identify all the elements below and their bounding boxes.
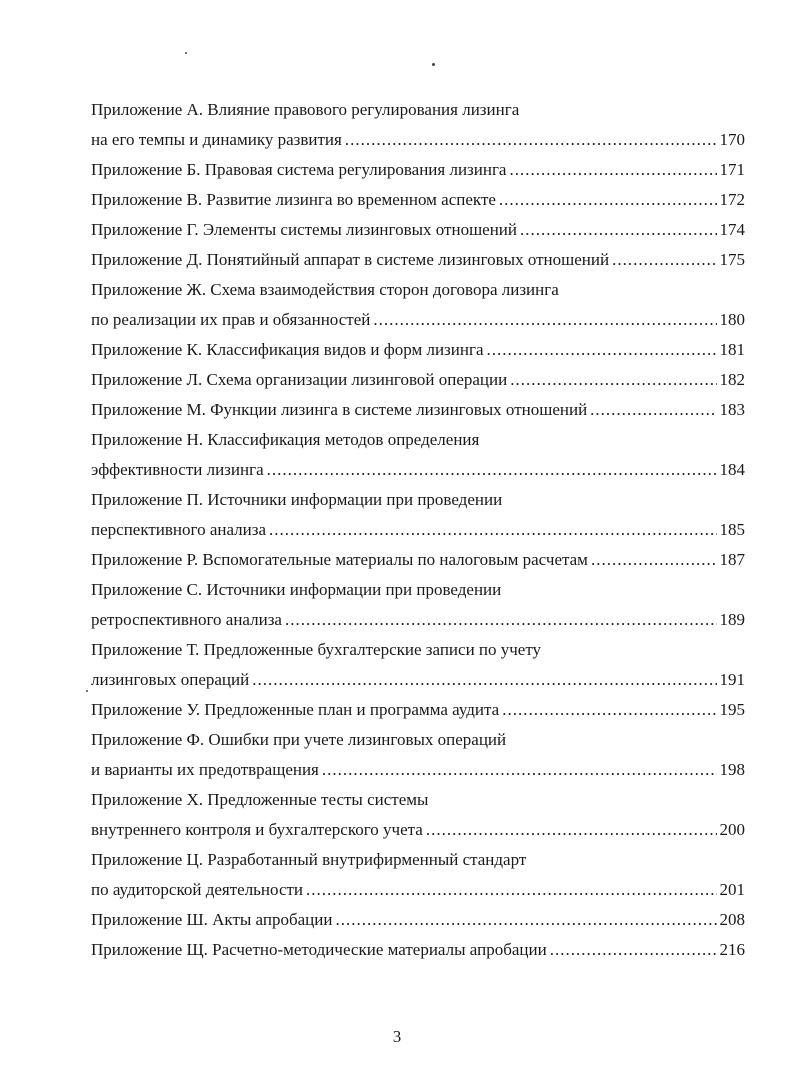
dot-leader — [612, 245, 716, 275]
toc-entry-text: Приложение С. Источники информации при проведении — [91, 580, 502, 599]
toc-entry-line — [91, 95, 745, 125]
dot-leader — [306, 875, 716, 905]
toc-entry-text: перспективного анализа — [91, 520, 266, 539]
toc-entry-line — [91, 215, 745, 245]
toc-entry-line — [91, 155, 745, 185]
toc-entry-line — [91, 665, 745, 695]
toc-entry-line — [91, 605, 745, 635]
toc-entry-page: 183 — [719, 400, 745, 419]
toc-entry-line — [91, 245, 745, 275]
toc-entry-page: 195 — [719, 700, 745, 719]
toc-entry-page: 181 — [719, 340, 745, 359]
toc-entry-page: 185 — [719, 520, 745, 539]
toc-entry-line — [91, 725, 745, 755]
toc-entry-page: 174 — [719, 220, 745, 239]
toc-entry-text: на его темпы и динамику развития — [91, 130, 342, 149]
toc-entry-text: лизинговых операций — [91, 670, 250, 689]
toc-entry-text: внутреннего контроля и бухгалтерского учета — [91, 820, 423, 839]
dot-leader — [502, 695, 716, 725]
toc-entry-line — [91, 545, 745, 575]
page-number: 3 — [392, 1027, 402, 1046]
dot-leader — [426, 815, 717, 845]
dot-leader — [322, 755, 717, 785]
toc-entry-line — [91, 905, 745, 935]
scan-speck — [432, 63, 435, 66]
toc-entry-page: 191 — [719, 670, 745, 689]
dot-leader — [285, 605, 717, 635]
toc-entry-text: Приложение У. Предложенные план и программа аудита — [91, 700, 500, 719]
toc-entry-text: Приложение Щ. Расчетно-методические материалы апробации — [91, 940, 547, 959]
toc-entry-page: 180 — [719, 310, 745, 329]
dot-leader — [550, 935, 717, 965]
toc-entry-text: эффективности лизинга — [91, 460, 264, 479]
dot-leader — [373, 305, 716, 335]
toc-entry-line — [91, 515, 745, 545]
toc-entry-line — [91, 395, 745, 425]
dot-leader — [335, 905, 716, 935]
toc-entry-text: Приложение Г. Элементы системы лизинговых отношений — [91, 220, 517, 239]
toc-entry-line — [91, 425, 745, 455]
toc-entry-page: 189 — [719, 610, 745, 629]
toc-entry-line — [91, 845, 745, 875]
toc-entry-line — [91, 335, 745, 365]
toc-entry-text: по реализации их прав и обязанностей — [91, 310, 371, 329]
toc-entry-line — [91, 575, 745, 605]
dot-leader — [520, 215, 717, 245]
toc-entry-text: Приложение А. Влияние правового регулирования лизинга — [91, 100, 520, 119]
toc-entry-page: 208 — [719, 910, 745, 929]
toc-entry-line — [91, 365, 745, 395]
dot-leader — [499, 185, 717, 215]
toc-entry-text: Приложение Р. Вспомогательные материалы по налоговым расчетам — [91, 550, 588, 569]
toc-entry-line — [91, 455, 745, 485]
toc-entry-page: 171 — [719, 160, 745, 179]
toc-entry-line — [91, 695, 745, 725]
toc-entry-page: 184 — [719, 460, 745, 479]
dot-leader — [509, 155, 716, 185]
toc-entry-line — [91, 875, 745, 905]
toc-entry-text: ретроспективного анализа — [91, 610, 282, 629]
toc-entry-line — [91, 305, 745, 335]
toc-entry-text: Приложение Ш. Акты апробации — [91, 910, 333, 929]
toc-entry-line — [91, 935, 745, 965]
toc-entry-line — [91, 485, 745, 515]
table-of-contents — [91, 95, 745, 965]
toc-entry-text: Приложение Л. Схема организации лизинговой операции — [91, 370, 508, 389]
toc-entry-page: 170 — [719, 130, 745, 149]
toc-entry-line — [91, 815, 745, 845]
toc-entry-page: 175 — [719, 250, 745, 269]
toc-entry-line — [91, 185, 745, 215]
toc-entry-text: Приложение Ж. Схема взаимодействия сторон договора лизинга — [91, 280, 559, 299]
toc-entry-line — [91, 635, 745, 665]
toc-entry-text: Приложение Х. Предложенные тесты системы — [91, 790, 429, 809]
toc-entry-text: Приложение В. Развитие лизинга во временном аспекте — [91, 190, 496, 209]
dot-leader — [487, 335, 717, 365]
toc-entry-page: 200 — [719, 820, 745, 839]
toc-entry-text: Приложение Т. Предложенные бухгалтерские записи по учету — [91, 640, 542, 659]
toc-entry-page: 201 — [719, 880, 745, 899]
toc-entry-page: 187 — [719, 550, 745, 569]
toc-entry-text: Приложение П. Источники информации при проведении — [91, 490, 503, 509]
toc-entry-text: и варианты их предотвращения — [91, 760, 319, 779]
toc-entry-text: Приложение Д. Понятийный аппарат в системе лизинговых отношений — [91, 250, 610, 269]
toc-entry-text: Приложение К. Классификация видов и форм лизинга — [91, 340, 484, 359]
toc-entry-line — [91, 125, 745, 155]
toc-entry-line — [91, 785, 745, 815]
toc-entry-page: 198 — [719, 760, 745, 779]
toc-entry-page: 182 — [719, 370, 745, 389]
toc-entry-line — [91, 275, 745, 305]
toc-entry-page: 216 — [719, 940, 745, 959]
toc-entry-line — [91, 755, 745, 785]
dot-leader — [252, 665, 716, 695]
toc-entry-text: Приложение Ц. Разработанный внутрифирменный стандарт — [91, 850, 527, 869]
dot-leader — [590, 395, 716, 425]
toc-entry-text: по аудиторской деятельности — [91, 880, 304, 899]
dot-leader — [345, 125, 717, 155]
toc-entry-text: Приложение М. Функции лизинга в системе лизинговых отношений — [91, 400, 588, 419]
dot-leader — [267, 455, 717, 485]
dot-leader — [510, 365, 716, 395]
toc-entry-text: Приложение Ф. Ошибки при учете лизинговых операций — [91, 730, 507, 749]
dot-leader — [591, 545, 717, 575]
scan-speck — [86, 690, 88, 692]
dot-leader — [269, 515, 717, 545]
scan-speck — [185, 52, 187, 54]
toc-entry-page: 172 — [719, 190, 745, 209]
toc-entry-text: Приложение Б. Правовая система регулирования лизинга — [91, 160, 507, 179]
toc-entry-text: Приложение Н. Классификация методов определения — [91, 430, 480, 449]
